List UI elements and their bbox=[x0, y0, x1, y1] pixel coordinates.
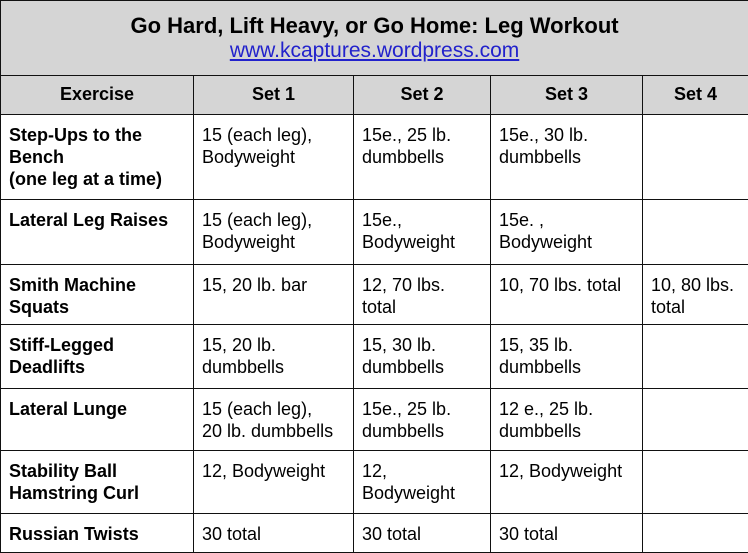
set-4-cell bbox=[643, 451, 748, 513]
set-value-line: 12, bbox=[362, 461, 388, 482]
exercise-name-line: Russian Twists bbox=[9, 523, 139, 544]
exercise-name-line: (one leg at a time) bbox=[9, 168, 163, 189]
set-value-line: 10, 80 lbs. bbox=[651, 274, 735, 295]
exercise-name-line: Squats bbox=[9, 296, 70, 317]
table-row bbox=[1, 451, 748, 513]
set-value-line: dumbbells bbox=[499, 357, 582, 378]
set-value-line: Bodyweight bbox=[202, 146, 296, 167]
set-value-line: dumbbells bbox=[202, 357, 285, 378]
set-value-line: dumbbells bbox=[499, 146, 582, 167]
set-2-cell bbox=[354, 114, 491, 200]
set-1-cell bbox=[194, 451, 354, 513]
table-row bbox=[1, 264, 748, 324]
set-3-cell bbox=[491, 388, 643, 450]
table-row bbox=[1, 200, 748, 264]
set-value-line: dumbbells bbox=[362, 420, 445, 441]
set-2-cell bbox=[354, 451, 491, 513]
set-3-cell bbox=[491, 200, 643, 264]
set-value-line: 30 total bbox=[499, 523, 559, 544]
set-1-cell bbox=[194, 325, 354, 388]
set-2-cell bbox=[354, 388, 491, 450]
exercise-cell bbox=[1, 264, 194, 324]
column-header-set-4: Set 4 bbox=[643, 75, 748, 114]
set-value-line: 15e., bbox=[362, 210, 403, 231]
website-link[interactable]: www.kcaptures.wordpress.com bbox=[229, 38, 520, 62]
set-value-line: 15e. , bbox=[499, 210, 545, 231]
set-4-cell bbox=[643, 513, 748, 552]
set-value-line: 30 total bbox=[362, 523, 422, 544]
set-value-line: 15, 30 lb. bbox=[362, 335, 437, 356]
set-2-cell bbox=[354, 200, 491, 264]
set-1-cell bbox=[194, 388, 354, 450]
exercise-name-line: Stability Ball bbox=[9, 461, 118, 482]
set-value-line: Bodyweight bbox=[202, 232, 296, 253]
exercise-name-line: Lateral Lunge bbox=[9, 398, 128, 419]
exercise-name-line: Lateral Leg Raises bbox=[9, 210, 169, 231]
set-value-line: total bbox=[651, 296, 686, 317]
set-value-line: 15e., 30 lb. bbox=[499, 124, 589, 145]
exercise-name-line: Hamstring Curl bbox=[9, 483, 140, 504]
set-1-cell bbox=[194, 264, 354, 324]
set-3-cell bbox=[491, 451, 643, 513]
set-value-line: 12, 70 lbs. bbox=[362, 274, 446, 295]
column-header-set-1: Set 1 bbox=[194, 75, 354, 114]
exercise-cell bbox=[1, 513, 194, 552]
set-value-line: 15, 20 lb. bbox=[202, 335, 277, 356]
set-value-line: total bbox=[362, 296, 397, 317]
set-value-line: Bodyweight bbox=[499, 232, 593, 253]
exercise-name-line: Smith Machine bbox=[9, 274, 137, 295]
set-1-cell bbox=[194, 114, 354, 200]
exercise-cell bbox=[1, 200, 194, 264]
exercise-name-line: Step-Ups to the bbox=[9, 124, 142, 145]
set-value-line: 15, 35 lb. bbox=[499, 335, 574, 356]
set-value-line: dumbbells bbox=[499, 420, 582, 441]
set-value-line: dumbbells bbox=[362, 357, 445, 378]
set-value-line: 12, Bodyweight bbox=[499, 461, 623, 482]
exercise-name-line: Bench bbox=[9, 146, 65, 167]
set-4-cell bbox=[643, 388, 748, 450]
exercise-cell bbox=[1, 114, 194, 200]
set-value-line: 30 total bbox=[202, 523, 262, 544]
table-row bbox=[1, 114, 748, 200]
table-row bbox=[1, 388, 748, 450]
set-3-cell bbox=[491, 513, 643, 552]
column-header-row bbox=[1, 75, 748, 114]
set-value-line: 12 e., 25 lb. bbox=[499, 398, 594, 419]
column-header-set-2: Set 2 bbox=[354, 75, 491, 114]
exercise-cell bbox=[1, 388, 194, 450]
set-value-line: Bodyweight bbox=[362, 483, 456, 504]
set-value-line: 15e., 25 lb. bbox=[362, 398, 452, 419]
table-row bbox=[1, 513, 748, 552]
page-title: Go Hard, Lift Heavy, or Go Home: Leg Workout bbox=[130, 12, 619, 38]
exercise-name-line: Deadlifts bbox=[9, 357, 86, 378]
set-value-line: 20 lb. dumbbells bbox=[202, 420, 334, 441]
table-row bbox=[1, 325, 748, 388]
set-value-line: 15 (each leg), bbox=[202, 398, 313, 419]
set-3-cell bbox=[491, 114, 643, 200]
set-value-line: dumbbells bbox=[362, 146, 445, 167]
set-2-cell bbox=[354, 264, 491, 324]
set-value-line: Bodyweight bbox=[362, 232, 456, 253]
set-value-line: 12, Bodyweight bbox=[202, 461, 326, 482]
title-row bbox=[1, 1, 748, 76]
set-1-cell bbox=[194, 200, 354, 264]
set-2-cell bbox=[354, 325, 491, 388]
column-header-exercise: Exercise bbox=[1, 75, 194, 114]
set-4-cell bbox=[643, 114, 748, 200]
set-3-cell bbox=[491, 325, 643, 388]
set-value-line: 15, 20 lb. bar bbox=[202, 274, 308, 295]
set-3-cell bbox=[491, 264, 643, 324]
column-header-set-3: Set 3 bbox=[491, 75, 643, 114]
set-4-cell bbox=[643, 325, 748, 388]
set-value-line: 15 (each leg), bbox=[202, 124, 313, 145]
set-value-line: 10, 70 lbs. total bbox=[499, 274, 622, 295]
exercise-cell bbox=[1, 325, 194, 388]
set-4-cell bbox=[643, 264, 748, 324]
title-cell bbox=[1, 1, 748, 76]
set-value-line: 15e., 25 lb. bbox=[362, 124, 452, 145]
exercise-cell bbox=[1, 451, 194, 513]
exercise-name-line: Stiff-Legged bbox=[9, 335, 114, 356]
set-value-line: 15 (each leg), bbox=[202, 210, 313, 231]
set-2-cell bbox=[354, 513, 491, 552]
set-1-cell bbox=[194, 513, 354, 552]
set-4-cell bbox=[643, 200, 748, 264]
